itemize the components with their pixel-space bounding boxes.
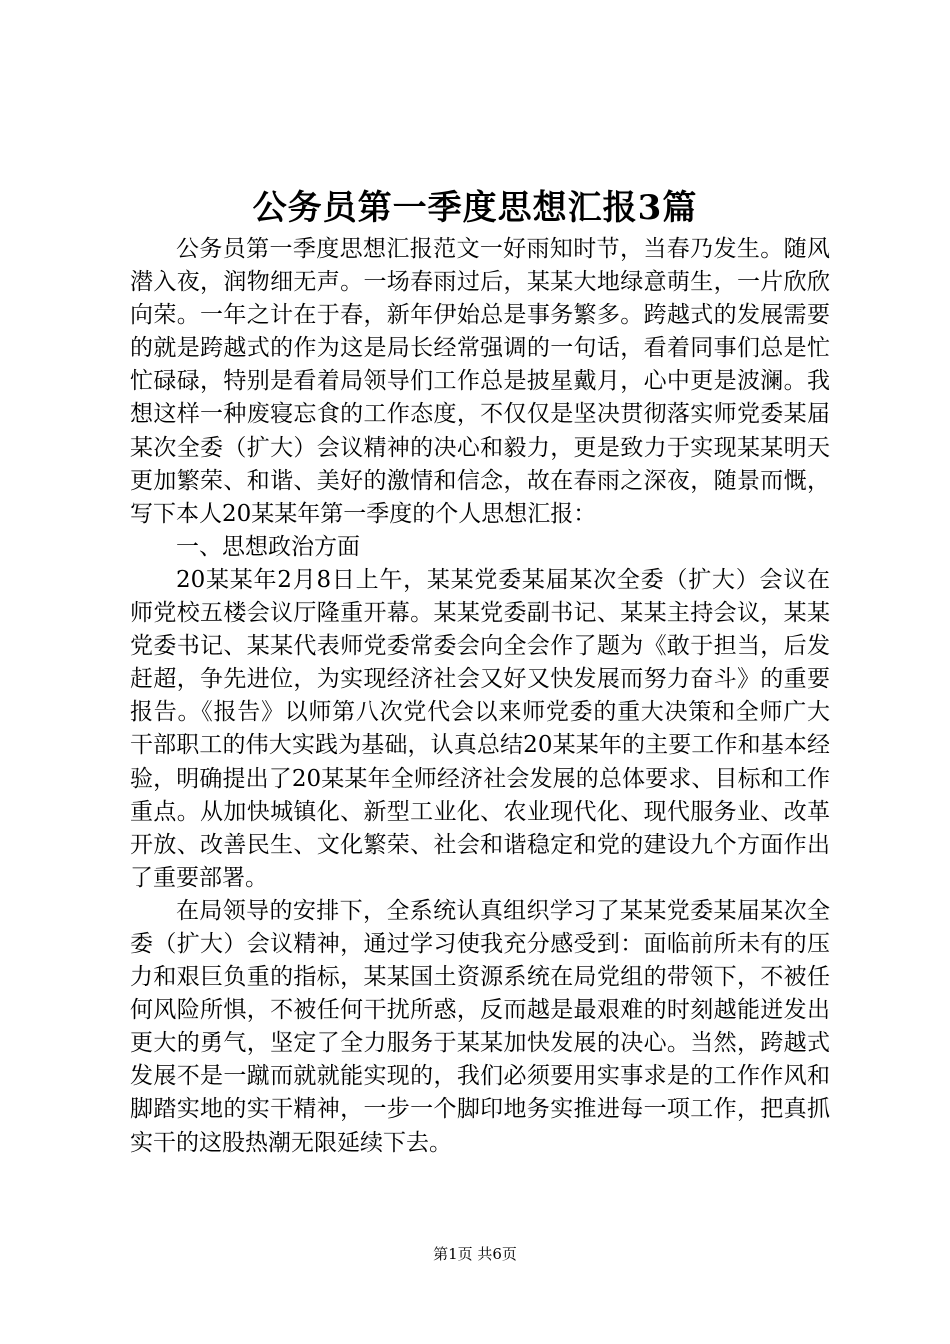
paragraph-study: 在局领导的安排下，全系统认真组织学习了某某党委某届某次全委（扩大）会议精神，通过学习使我充分感受到：面临前所未有的压力和艰巨负重的指标，某某国土资源系统在局党组的带领下，不被任何风险所惧，不被任何干扰所惑，反而越是最艰难的时刻越能迸发出更大的勇气，坚定了全力服务于某某加快发展的决心。当然，跨越式发展不是一蹴而就就能实现的，我们必须要用实事求是的工作作风和脚踏实地的实干精神，一步一个脚印地务实推进每一项工作，把真抓实干的这股热潮无限延续下去。 (130, 897, 830, 1156)
section-heading-political: 一、思想政治方面 (176, 533, 360, 560)
paragraph-intro: 公务员第一季度思想汇报范文一好雨知时节，当春乃发生。随风潜入夜，润物细无声。一场春雨过后，某某大地绿意萌生，一片欣欣向荣。一年之计在于春，新年伊始总是事务繁多。跨越式的发展需要的就是跨越式的作为这是局长经常强调的一句话，看着同事们总是忙忙碌碌，特别是看着局领导们工作总是披星戴月，心中更是波澜。我想这样一种废寝忘食的工作态度，不仅仅是坚决贯彻落实师党委某届某次全委（扩大）会议精神的决心和毅力，更是致力于实现某某明天更加繁荣、和谐、美好的激情和信念，故在春雨之深夜，随景而慨，写下本人20某某年第一季度的个人思想汇报： (130, 236, 830, 527)
page-number: 第1页 共6页 (433, 1245, 517, 1263)
document-body (130, 233, 830, 1160)
paragraph-meeting: 20某某年2月8日上午，某某党委某届某次全委（扩大）会议在师党校五楼会议厅隆重开幕。某某党委副书记、某某主持会议，某某党委书记、某某代表师党委常委会向全会作了题为《敢于担当，后发赶超，争先进位，为实现经济社会又好又快发展而努力奋斗》的重要报告。《报告》以师第八次党代会以来师党委的重大决策和全师广大干部职工的伟大实践为基础，认真总结20某某年的主要工作和基本经验，明确提出了20某某年全师经济社会发展的总体要求、目标和工作重点。从加快城镇化、新型工业化、农业现代化、现代服务业、改革开放、改善民生、文化繁荣、社会和谐稳定和党的建设九个方面作出了重要部署。 (130, 566, 830, 891)
document-title: 公务员第一季度思想汇报3篇 (252, 188, 698, 228)
